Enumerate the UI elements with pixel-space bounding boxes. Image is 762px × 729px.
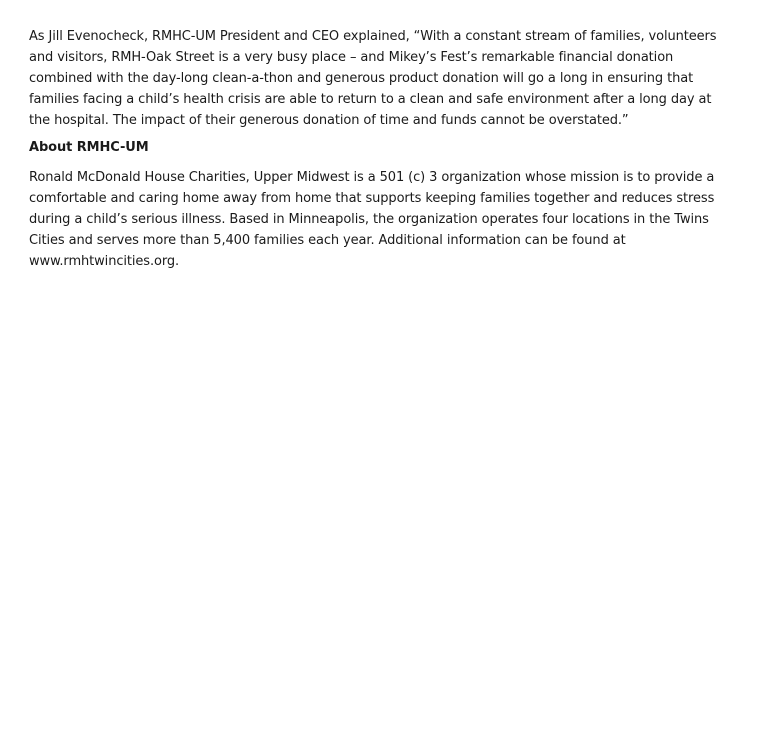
about-line-3: during a child’s serious illness. Based in Minneapolis, the organization operates four locations in the Twins bbox=[29, 212, 709, 227]
quote-line-1: As Jill Evenocheck, RMHC-UM President and CEO explained, “With a constant stream of families, volunteers bbox=[29, 29, 717, 44]
about-line-2: comfortable and caring home away from home that supports keeping families together and reduces stress bbox=[29, 191, 715, 206]
about-paragraph bbox=[29, 167, 735, 272]
quote-line-2: and visitors, RMH-Oak Street is a very busy place – and Mikey’s Fest’s remarkable financial donation bbox=[29, 50, 674, 65]
quote-line-3: combined with the day-long clean-a-thon and generous product donation will go a long in ensuring that bbox=[29, 71, 694, 86]
quote-line-5: the hospital. The impact of their generous donation of time and funds cannot be overstated.” bbox=[29, 113, 629, 128]
about-line-1: Ronald McDonald House Charities, Upper Midwest is a 501 (c) 3 organization whose mission is to provide a bbox=[29, 170, 715, 185]
quote-paragraph bbox=[29, 26, 735, 131]
section-heading: About RMHC-UM bbox=[29, 140, 149, 155]
about-line-4: Cities and serves more than 5,400 families each year. Additional information can be found at bbox=[29, 233, 626, 248]
quote-line-4: families facing a child’s health crisis are able to return to a clean and safe environment after a long day at bbox=[29, 92, 712, 107]
about-line-5-url: www.rmhtwincities.org. bbox=[29, 254, 180, 269]
document-body bbox=[29, 26, 735, 272]
